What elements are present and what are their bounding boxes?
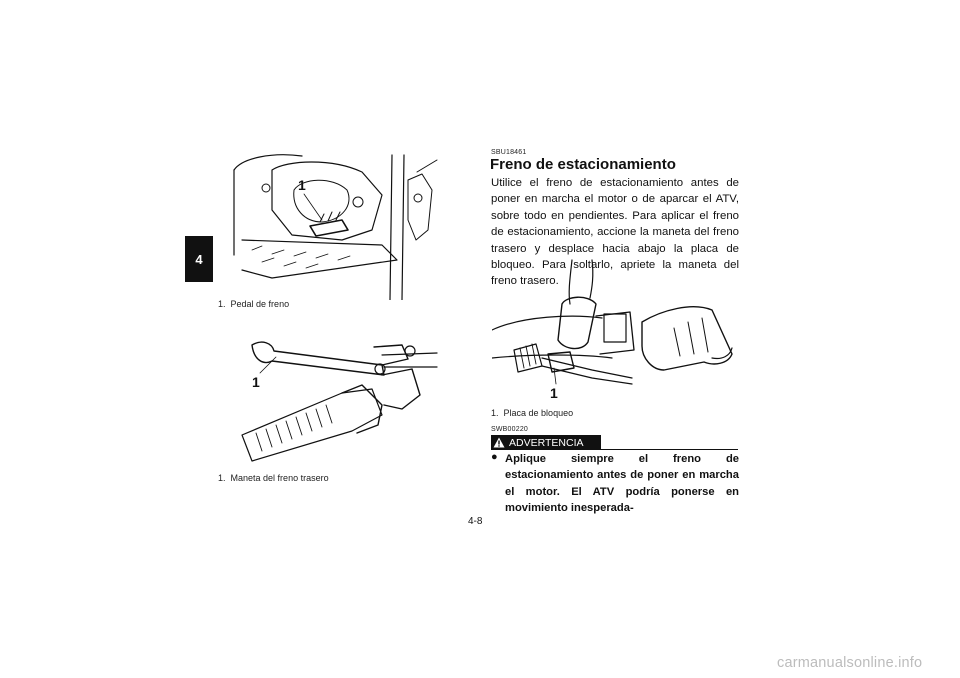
warning-triangle-icon xyxy=(493,437,505,448)
warning-rule xyxy=(601,449,738,450)
section-code: SBU18461 xyxy=(491,149,527,156)
figure1-caption: 1. Pedal de freno xyxy=(218,299,290,309)
lock-plate-illustration xyxy=(492,258,740,406)
parking-brake-instructions: Utilice el freno de estacionamiento antes de poner en marcha el motor o de aparcar el ATV, sobre todo en pendientes. Para aplicar el freno de estacionamiento, accione la maneta del freno trasero y desplace hacia abajo la placa de bloqueo. Para soltarlo, apriete la maneta del freno trasero. xyxy=(491,177,739,288)
figure2-caption: 1. Maneta del freno trasero xyxy=(218,473,329,483)
warning-text: Aplique siempre el freno de estacionamiento antes de poner en marcha el motor. El ATV podría ponerse en movimiento inesperada- xyxy=(505,453,739,515)
warning-bullet: ● xyxy=(491,451,498,463)
figure2-callout: 1 xyxy=(252,374,260,390)
figure1-callout: 1 xyxy=(298,177,306,193)
figure3-caption: 1. Placa de bloqueo xyxy=(491,408,574,418)
warning-code: SWB00220 xyxy=(491,426,529,433)
page-number: 4-8 xyxy=(468,516,483,527)
page-title: Freno de estacionamiento xyxy=(490,156,676,173)
figure3-callout: 1 xyxy=(550,385,558,401)
warning-label: ADVERTENCIA xyxy=(509,436,584,449)
warning-badge xyxy=(491,435,601,450)
section-tab: 4 xyxy=(185,236,213,282)
brake-pedal-illustration xyxy=(232,150,442,300)
watermark: carmanualsonline.info xyxy=(777,655,923,671)
rear-brake-lever-illustration xyxy=(232,335,442,465)
